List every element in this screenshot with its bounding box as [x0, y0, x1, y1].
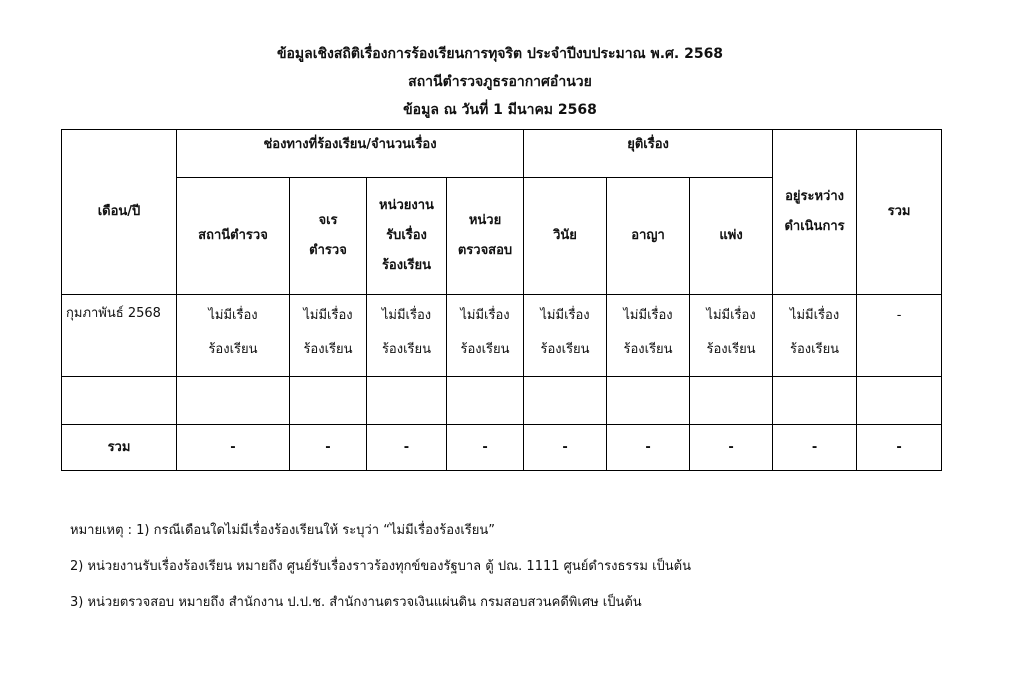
row-month: กุมภาพันธ์ 2568 — [62, 295, 177, 377]
table-header-row — [62, 130, 942, 178]
table-row-empty — [62, 377, 942, 425]
value-complaint-agency: ไม่มีเรื่อง ร้องเรียน — [367, 295, 447, 377]
total-value: - — [447, 425, 524, 471]
value-police-station: ไม่มีเรื่อง ร้องเรียน — [177, 295, 290, 377]
header-audit-agency: หน่วย ตรวจสอบ — [447, 178, 524, 295]
table-total-row — [62, 425, 942, 471]
header-civil: แพ่ง — [690, 178, 773, 295]
total-value: - — [524, 425, 607, 471]
value-disciplinary: ไม่มีเรื่อง ร้องเรียน — [524, 295, 607, 377]
notes-section — [70, 520, 970, 628]
total-label: รวม — [62, 425, 177, 471]
note-2: 2) หน่วยงานรับเรื่องร้องเรียน หมายถึง ศูนย์รับเรื่องราวร้องทุกข์ของรัฐบาล ตู้ ปณ. 1111 ศูนย์ดำรงธรรม เป็นต้น — [70, 559, 691, 574]
total-value: - — [607, 425, 690, 471]
header-complaint-channels: ช่องทางที่ร้องเรียน/จำนวนเรื่อง — [177, 130, 524, 178]
station-name: สถานีตำรวจภูธรอากาศอำนวย — [408, 74, 592, 90]
value-police-inspector: ไม่มีเรื่อง ร้องเรียน — [290, 295, 367, 377]
total-value: - — [690, 425, 773, 471]
total-value: - — [177, 425, 290, 471]
note-3: 3) หน่วยตรวจสอบ หมายถึง สำนักงาน ป.ป.ช. สำนักงานตรวจเงินแผ่นดิน กรมสอบสวนคดีพิเศษ เป็นต้น — [70, 595, 642, 610]
header-month: เดือน/ปี — [62, 130, 177, 295]
value-audit-agency: ไม่มีเรื่อง ร้องเรียน — [447, 295, 524, 377]
header-disciplinary: วินัย — [524, 178, 607, 295]
report-date: ข้อมูล ณ วันที่ 1 มีนาคม 2568 — [403, 102, 597, 118]
value-in-progress: ไม่มีเรื่อง ร้องเรียน — [773, 295, 857, 377]
total-value: - — [857, 425, 942, 471]
header-total: รวม — [857, 130, 942, 295]
table-row — [62, 295, 942, 377]
value-criminal: ไม่มีเรื่อง ร้องเรียน — [607, 295, 690, 377]
header-police-station: สถานีตำรวจ — [177, 178, 290, 295]
report-title: ข้อมูลเชิงสถิติเรื่องการร้องเรียนการทุจริต ประจำปีงบประมาณ พ.ศ. 2568 — [276, 46, 724, 62]
document-header — [0, 40, 1000, 124]
total-value: - — [773, 425, 857, 471]
total-value: - — [367, 425, 447, 471]
complaint-statistics-table — [61, 129, 942, 471]
header-in-progress: อยู่ระหว่าง ดำเนินการ — [773, 130, 857, 295]
total-value: - — [290, 425, 367, 471]
header-police-inspector: จเร ตำรวจ — [290, 178, 367, 295]
value-row-total: - — [857, 295, 942, 377]
header-complaint-agency: หน่วยงาน รับเรื่อง ร้องเรียน — [367, 178, 447, 295]
header-resolved: ยุติเรื่อง — [524, 130, 773, 178]
header-criminal: อาญา — [607, 178, 690, 295]
value-civil: ไม่มีเรื่อง ร้องเรียน — [690, 295, 773, 377]
note-1: หมายเหตุ : 1) กรณีเดือนใดไม่มีเรื่องร้องเรียนให้ ระบุว่า “ไม่มีเรื่องร้องเรียน” — [70, 523, 496, 538]
